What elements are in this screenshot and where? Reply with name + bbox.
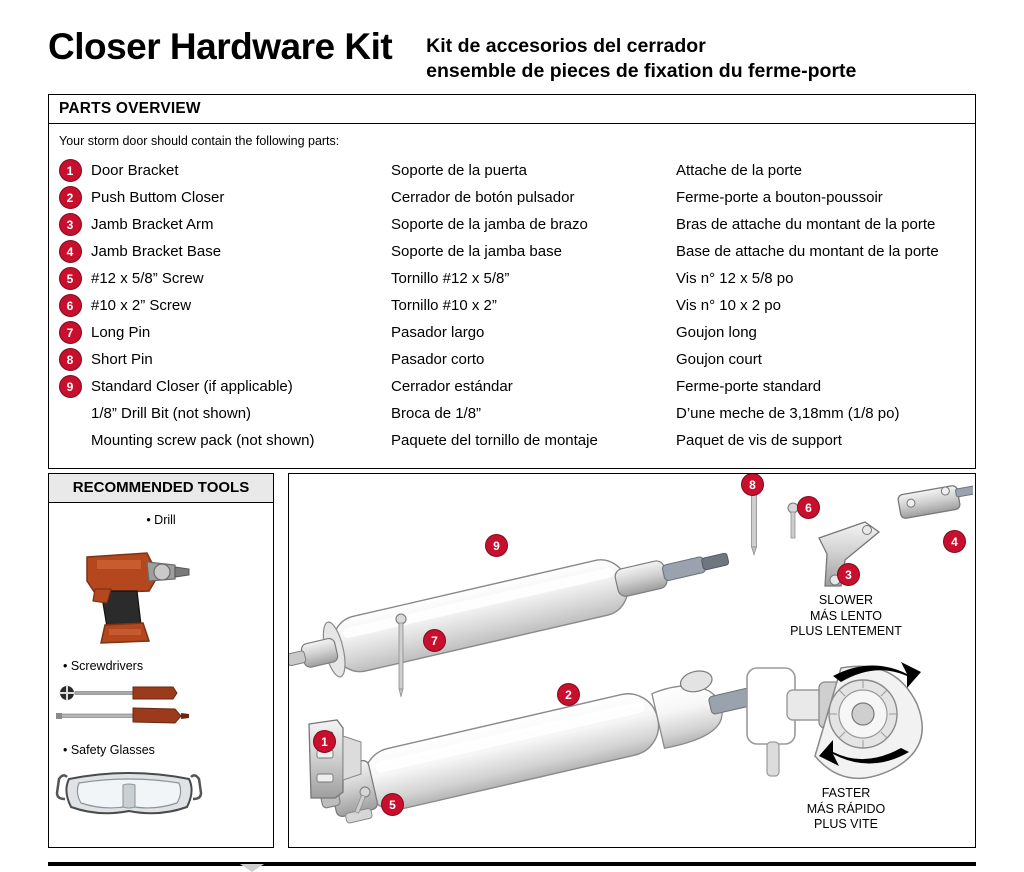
diagram-callout-5: 5: [381, 793, 404, 816]
page-title-translations: [426, 34, 856, 84]
diagram-callout-3: 3: [837, 563, 860, 586]
part-number-cell: [49, 375, 91, 398]
speed-faster-es: MÁS RÁPIDO: [806, 801, 886, 816]
part-number-cell: [49, 240, 91, 263]
recommended-tools-title: RECOMMENDED TOOLS: [49, 474, 273, 503]
speed-label-faster: [751, 786, 941, 833]
part-label-en: Mounting screw pack (not shown): [91, 432, 315, 449]
list-item: [49, 157, 975, 184]
part-label-fr: Attache de la porte: [676, 162, 802, 179]
tool-label-drill: • Drill: [146, 513, 176, 527]
list-item: [49, 184, 975, 211]
diagram-callout-4: 4: [943, 530, 966, 553]
list-item: [49, 265, 975, 292]
part-label-en: Long Pin: [91, 324, 151, 341]
part-label-en: Jamb Bracket Arm: [91, 216, 214, 233]
part-number-badge: 3: [59, 213, 82, 236]
parts-diagram: [288, 473, 976, 848]
part-label-en: #12 x 5/8” Screw: [91, 270, 204, 287]
part-number-cell: [49, 159, 91, 182]
part-label-es: Paquete del tornillo de montaje: [391, 432, 598, 449]
part-label-fr: Vis n° 12 x 5/8 po: [676, 270, 794, 287]
part-number-cell: [49, 348, 91, 371]
list-item: [49, 211, 975, 238]
part-label-es: Soporte de la jamba de brazo: [391, 216, 588, 233]
footer-rule: [48, 862, 976, 866]
part-label-es: Tornillo #12 x 5/8”: [391, 270, 510, 287]
list-item: [49, 238, 975, 265]
part-label-en: #10 x 2” Screw: [91, 297, 192, 314]
part-number-badge: 7: [59, 321, 82, 344]
part-label-es: Pasador corto: [391, 351, 485, 368]
list-item: [49, 292, 975, 319]
drill-icon: [49, 529, 273, 649]
part-number-badge: 5: [59, 267, 82, 290]
part-label-fr: Ferme-porte standard: [676, 378, 822, 395]
parts-intro-text: Your storm door should contain the following parts:: [59, 134, 340, 148]
page-title-fr: ensemble de pieces de fixation du ferme-porte: [426, 59, 857, 82]
screwdriver-icon: [49, 677, 273, 733]
part-number-badge: 8: [59, 348, 82, 371]
part-number-cell: [49, 294, 91, 317]
diagram-callout-6: 6: [797, 496, 820, 519]
parts-overview-title: PARTS OVERVIEW: [49, 95, 975, 124]
page-title: Closer Hardware Kit: [48, 26, 393, 67]
part-label-es: Tornillo #10 x 2”: [391, 297, 497, 314]
recommended-tools-panel: [48, 473, 274, 848]
parts-overview-body: [49, 124, 975, 468]
list-item: [49, 346, 975, 373]
part-label-es: Soporte de la jamba base: [391, 243, 562, 260]
part-number-cell: [49, 186, 91, 209]
diagram-callout-8: 8: [741, 473, 764, 496]
diagram-callout-9: 9: [485, 534, 508, 557]
part-number-badge: 1: [59, 159, 82, 182]
diagram-callout-2: 2: [557, 683, 580, 706]
part-label-fr: Goujon court: [676, 351, 762, 368]
tool-label-screwdrivers: • Screwdrivers: [63, 659, 144, 673]
safety-glasses-icon: [49, 759, 273, 825]
part-number-badge: 9: [59, 375, 82, 398]
footer-notch: [240, 864, 264, 872]
parts-overview-section: [48, 94, 976, 469]
parts-list: [49, 157, 975, 454]
tool-label-safety-glasses: • Safety Glasses: [63, 743, 155, 757]
part-number-cell: [49, 321, 91, 344]
part-label-fr: Bras de attache du montant de la porte: [676, 216, 936, 233]
part-number-badge: 2: [59, 186, 82, 209]
diagram-callout-7: 7: [423, 629, 446, 652]
lower-section: [48, 473, 976, 848]
speed-slower-fr: PLUS LENTEMENT: [790, 624, 902, 639]
part-label-fr: Paquet de vis de support: [676, 432, 842, 449]
part-label-es: Cerrador estándar: [391, 378, 513, 395]
part-number-cell: [49, 213, 91, 236]
part-label-en: Push Buttom Closer: [91, 189, 225, 206]
part-label-fr: Ferme-porte a bouton-poussoir: [676, 189, 883, 206]
speed-slower-es: MÁS LENTO: [809, 608, 882, 623]
diagram-callout-1: 1: [313, 730, 336, 753]
page-title-es: Kit de accesorios del cerrador: [426, 35, 706, 57]
part-label-en: Jamb Bracket Base: [91, 243, 222, 260]
speed-label-slower: [751, 593, 941, 640]
list-item: [49, 319, 975, 346]
speed-faster-en: FASTER: [821, 786, 871, 800]
part-label-en: 1/8” Drill Bit (not shown): [91, 405, 252, 422]
speed-faster-fr: PLUS VITE: [814, 817, 878, 832]
list-item: [49, 373, 975, 400]
page-header: [0, 0, 1024, 84]
part-label-fr: Base de attache du montant de la porte: [676, 243, 939, 260]
part-label-es: Cerrador de botón pulsador: [391, 189, 575, 206]
part-label-en: Door Bracket: [91, 162, 179, 179]
part-label-en: Standard Closer (if applicable): [91, 378, 293, 395]
list-item: [49, 400, 975, 427]
part-label-fr: Goujon long: [676, 324, 757, 341]
part-label-fr: D’une meche de 3,18mm (1/8 po): [676, 405, 900, 422]
speed-slower-en: SLOWER: [818, 593, 874, 607]
part-label-es: Broca de 1/8”: [391, 405, 482, 422]
list-item: [49, 427, 975, 454]
part-number-cell: [49, 267, 91, 290]
part-label-fr: Vis n° 10 x 2 po: [676, 297, 781, 314]
part-label-es: Pasador largo: [391, 324, 485, 341]
part-label-en: Short Pin: [91, 351, 153, 368]
part-number-badge: 4: [59, 240, 82, 263]
part-label-es: Soporte de la puerta: [391, 162, 527, 179]
part-number-badge: 6: [59, 294, 82, 317]
